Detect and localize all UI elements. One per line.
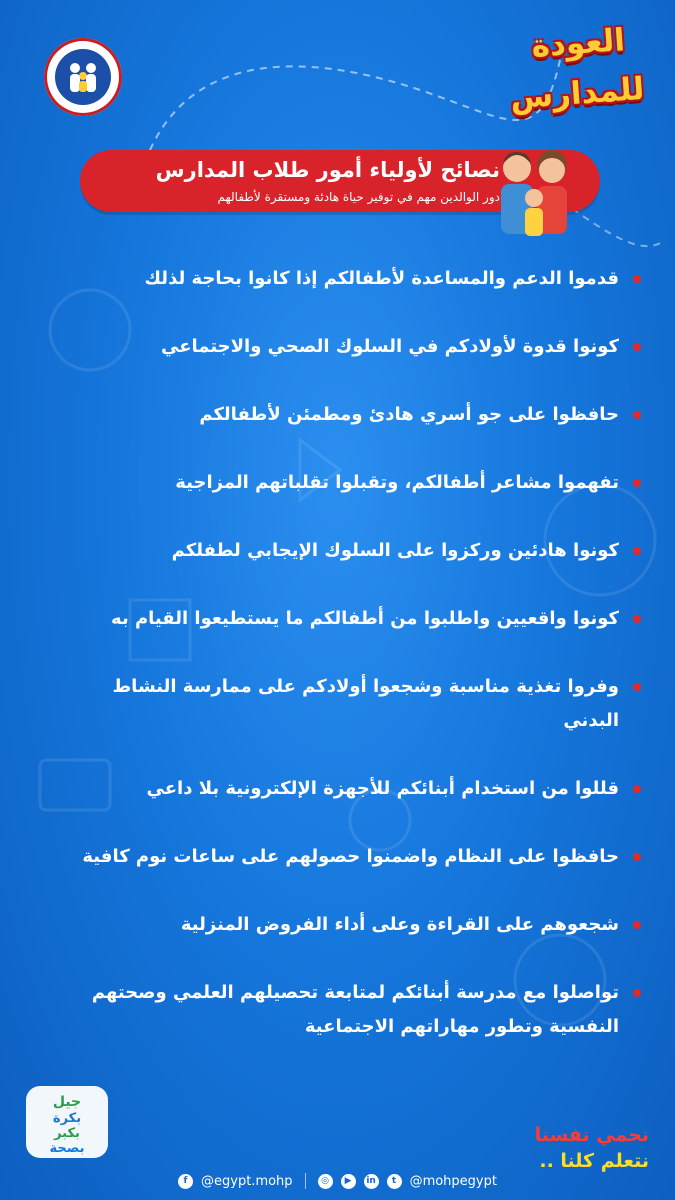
badge-line-1: العودة bbox=[530, 22, 627, 65]
tips-list bbox=[14, 262, 647, 1044]
campaign-logo bbox=[22, 1082, 112, 1162]
list-item: تواصلوا مع مدرسة أبنائكم لمتابعة تحصيلهم العلمي وصحتهم النفسية وتطور مهاراتهم الاجتماعية bbox=[14, 976, 647, 1044]
instagram-icon[interactable]: ◎ bbox=[318, 1174, 333, 1189]
list-item: وفروا تغذية مناسبة وشجعوا أولادكم على ممارسة النشاط البدني bbox=[14, 670, 647, 738]
list-item: حافظوا على جو أسري هادئ ومطمئن لأطفالكم bbox=[14, 398, 647, 432]
youtube-icon[interactable]: ▶ bbox=[341, 1174, 356, 1189]
campaign-word-3: بكبر bbox=[54, 1126, 80, 1141]
linkedin-icon[interactable]: in bbox=[364, 1174, 379, 1189]
list-item: تفهموا مشاعر أطفالكم، وتقبلوا تقلباتهم المزاجية bbox=[14, 466, 647, 500]
campaign-word-1: جيل bbox=[52, 1094, 82, 1110]
back-to-school-badge bbox=[491, 13, 648, 135]
facebook-icon[interactable]: f bbox=[178, 1174, 193, 1189]
ministry-logo bbox=[44, 38, 122, 116]
facebook-handle[interactable]: @egypt.mohp bbox=[201, 1173, 293, 1189]
family-emblem-icon bbox=[55, 49, 111, 105]
list-item: قدموا الدعم والمساعدة لأطفالكم إذا كانوا بحاجة لذلك bbox=[14, 262, 647, 296]
slogan-line-1: نحمي نفسنا bbox=[534, 1124, 649, 1146]
badge-line-2: للمدارس bbox=[509, 70, 646, 117]
list-item: كونوا واقعيين واطلبوا من أطفالكم ما يستطيعوا القيام به bbox=[14, 602, 647, 636]
list-item: كونوا هادئين وركزوا على السلوك الإيجابي لطفلكم bbox=[14, 534, 647, 568]
list-item: شجعوهم على القراءة وعلى أداء الفروض المنزلية bbox=[14, 908, 647, 942]
campaign-word-4: بصحة bbox=[49, 1141, 85, 1156]
twitter-icon[interactable]: t bbox=[387, 1174, 402, 1189]
page-title: نصائح لأولياء أمور طلاب المدارس bbox=[155, 158, 500, 182]
family-illustration-icon bbox=[482, 140, 587, 245]
list-item: كونوا قدوة لأولادكم في السلوك الصحي والاجتماعي bbox=[14, 330, 647, 364]
campaign-word-2: بكرة bbox=[52, 1111, 82, 1126]
list-item: حافظوا على النظام واضمنوا حصولهم على ساعات نوم كافية bbox=[14, 840, 647, 874]
list-item: قللوا من استخدام أبنائكم للأجهزة الإلكترونية بلا داعي bbox=[14, 772, 647, 806]
social-footer bbox=[0, 1162, 675, 1200]
slogan-line-2: نتعلم كلنا .. bbox=[539, 1150, 649, 1172]
page-subtitle: دور الوالدين مهم في توفير حياة هادئة ومستقرة لأطفالهم bbox=[217, 190, 500, 204]
divider bbox=[305, 1173, 306, 1189]
social-handle[interactable]: @mohpegypt bbox=[409, 1173, 497, 1189]
